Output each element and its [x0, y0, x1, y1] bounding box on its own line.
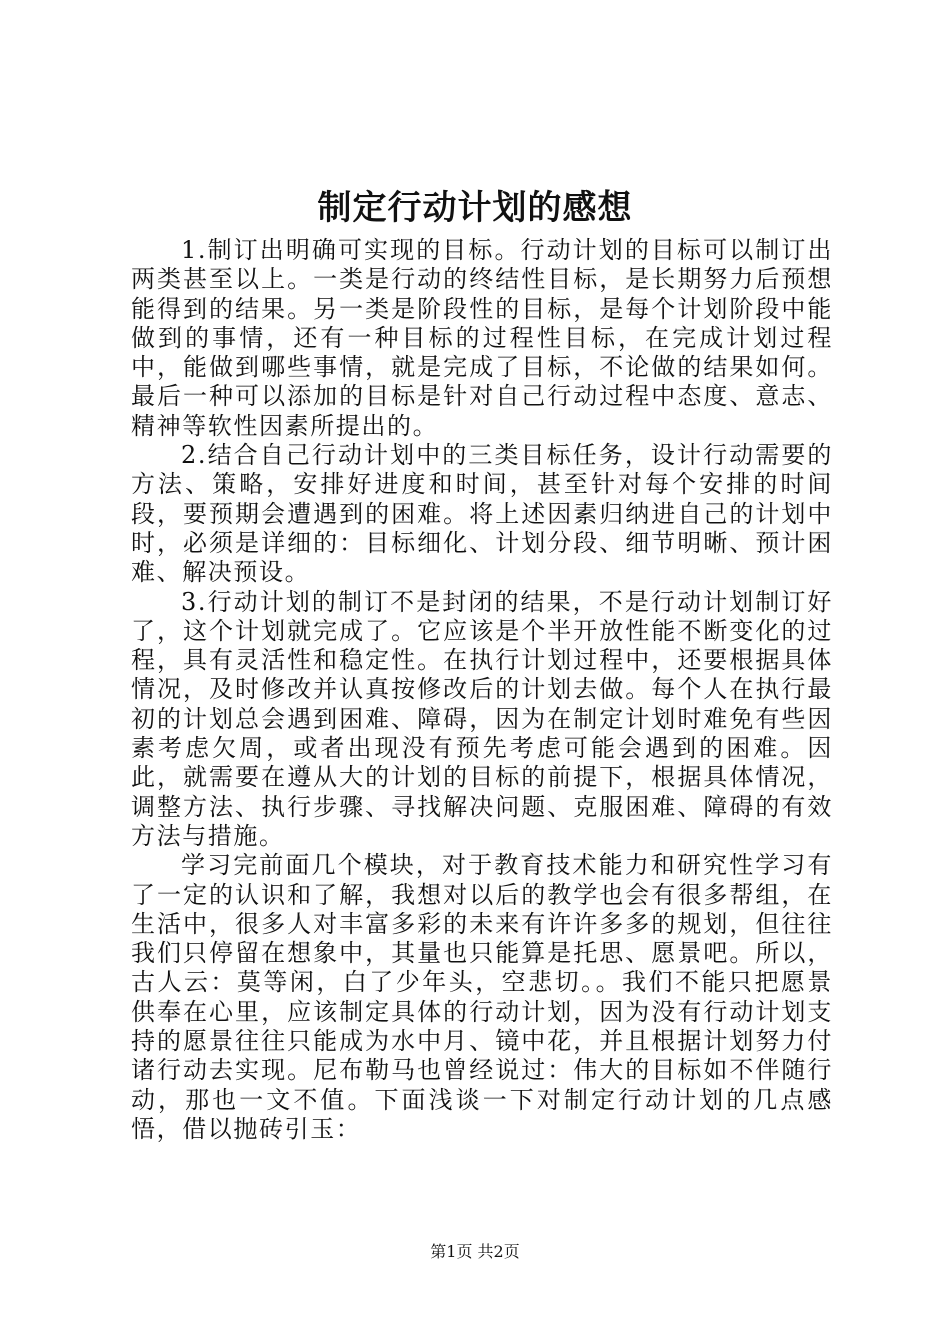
paragraph-2: 2.结合自己行动计划中的三类目标任务，设计行动需要的方法、策略，安排好进度和时间，甚至针对每个安排的时间段，要预期会遭遇到的困难。将上述因素归纳进自己的计划中时，必须是详细的：目标细化、计划分段、细节明晰、预计困难、解决预设。 — [131, 441, 833, 587]
paragraph-3: 3.行动计划的制订不是封闭的结果，不是行动计划制订好了，这个计划就完成了。它应该是个半开放性能不断变化的过程，具有灵活性和稳定性。在执行计划过程中，还要根据具体情况，及时修改并认真按修改后的计划去做。每个人在执行最初的计划总会遇到困难、障碍，因为在制定计划时难免有些因素考虑欠周，或者出现没有预先考虑可能会遇到的困难。因此，就需要在遵从大的计划的目标的前提下，根据具体情况，调整方法、执行步骤、寻找解决问题、克服困难、障碍的有效方法与措施。 — [131, 587, 833, 850]
page-number-footer: 第1页 共2页 — [430, 1242, 520, 1261]
paragraph-4: 学习完前面几个模块，对于教育技术能力和研究性学习有了一定的认识和了解，我想对以后的教学也会有很多帮组，在生活中，很多人对丰富多彩的未来有许许多多的规划，但往往我们只停留在想象中，其量也只能算是托思、愿景吧。所以，古人云：莫等闲，白了少年头，空悲切。。我们不能只把愿景供奉在心里，应该制定具体的行动计划，因为没有行动计划支持的愿景往往只能成为水中月、镜中花，并且根据计划努力付诸行动去实现。尼布勒马也曾经说过：伟大的目标如不伴随行动，那也一文不值。下面浅谈一下对制定行动计划的几点感悟，借以抛砖引玉： — [131, 851, 833, 1143]
paragraph-1: 1.制订出明确可实现的目标。行动计划的目标可以制订出两类甚至以上。一类是行动的终结性目标，是长期努力后预想能得到的结果。另一类是阶段性的目标，是每个计划阶段中能做到的事情，还有一种目标的过程性目标，在完成计划过程中，能做到哪些事情，就是完成了目标，不论做的结果如何。最后一种可以添加的目标是针对自己行动过程中态度、意志、精神等软性因素所提出的。 — [131, 236, 833, 440]
document-body — [131, 236, 833, 1144]
document-title: 制定行动计划的感想 — [317, 188, 633, 228]
